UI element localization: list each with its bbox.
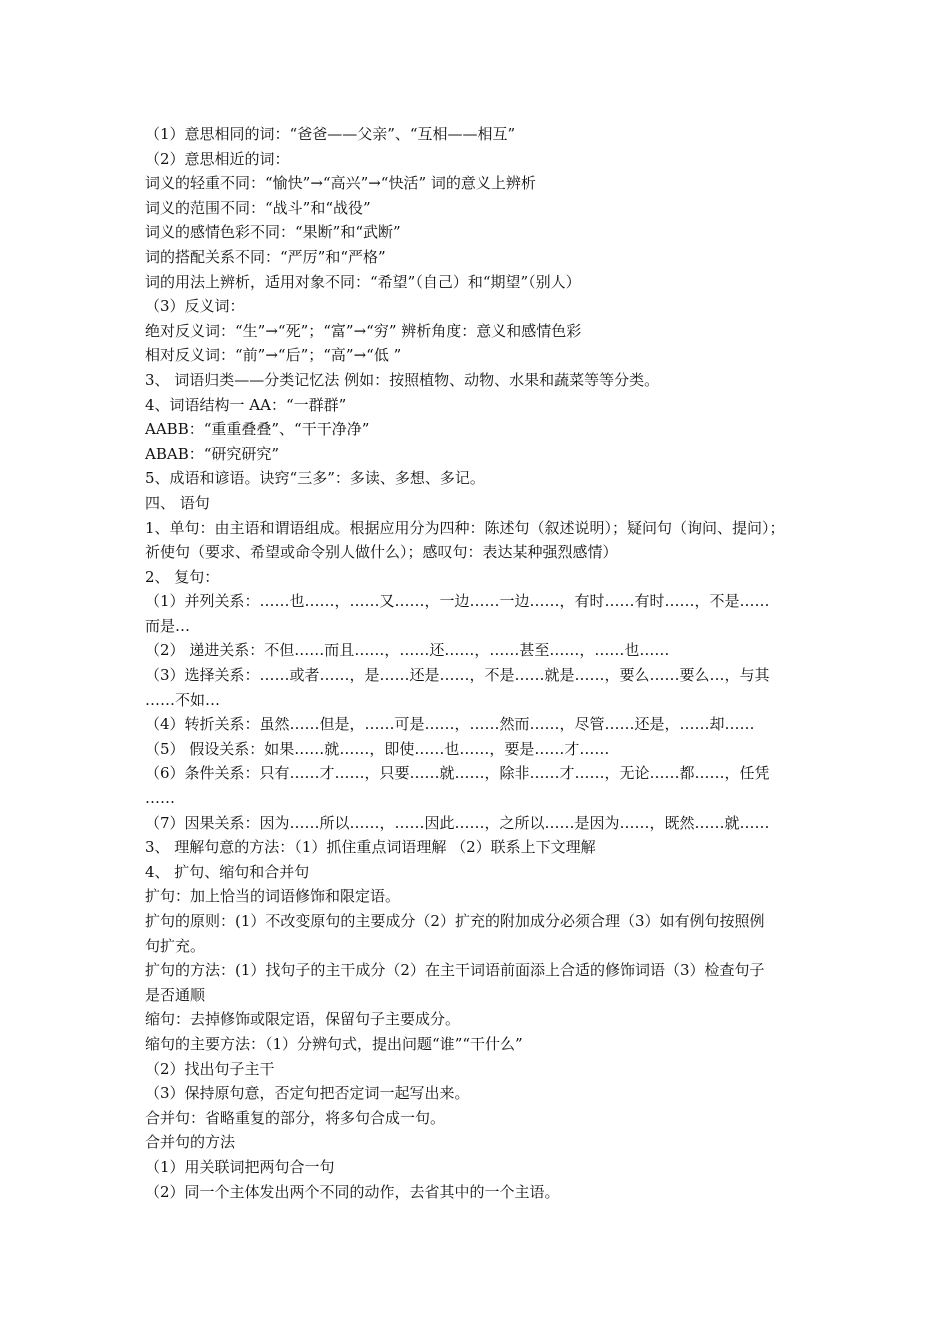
text-line: 相对反义词：“前”→“后”；“高”→“低 ”	[145, 346, 402, 365]
text-line: （2）同一个主体发出两个不同的动作，去省其中的一个主语。	[145, 1182, 560, 1201]
text-line: 缩句的主要方法：（1）分辨句式，提出问题“谁”“干什么”	[145, 1034, 523, 1053]
text-line: （2） 递进关系：不但……而且……，……还……，……甚至……，……也……	[145, 641, 670, 660]
text-line: ABAB：“研究研究”	[145, 444, 280, 463]
text-line: 缩句：去掉修饰或限定语，保留句子主要成分。	[145, 1010, 461, 1029]
text-line: 3、 理解句意的方法：（1）抓住重点词语理解 （2）联系上下文理解	[145, 838, 596, 857]
text-line: （3）反义词：	[145, 297, 245, 316]
text-line: 绝对反义词：“生”→“死”；“富”→“穷” 辨析角度：意义和感情色彩	[145, 321, 582, 340]
text-line: ……	[145, 789, 175, 808]
text-line: 3、 词语归类——分类记忆法 例如：按照植物、动物、水果和蔬菜等等分类。	[145, 370, 660, 389]
text-line: 扩句的原则：(1）不改变原句的主要成分（2）扩充的附加成分必须合理（3）如有例句按照例	[145, 912, 765, 930]
text-line: 词义的感情色彩不同：“果断”和“武断”	[145, 223, 401, 242]
text-line: （2）找出句子主干	[145, 1059, 275, 1078]
text-line: 5、成语和谚语。诀窍“三多”：多读、多想、多记。	[145, 469, 485, 488]
text-line: （6）条件关系：只有……才……，只要……就……，除非……才……，无论……都……，任凭	[145, 764, 770, 783]
section-heading: 四、 语句	[145, 493, 210, 512]
text-line: 祈使句（要求、希望或命令别人做什么）；感叹句：表达某种强烈感情）	[145, 543, 618, 562]
text-line: 2、 复句：	[145, 567, 220, 586]
text-line: 词义的轻重不同：“愉快”→“高兴”→“快活” 词的意义上辨析	[145, 174, 536, 193]
text-line: （5） 假设关系：如果……就……，即使……也……，要是……才……	[145, 739, 610, 758]
document-body	[145, 122, 810, 1204]
text-line: （3）选择关系：……或者……，是……还是……，不是……就是……，要么……要么…，与其	[145, 666, 770, 685]
text-line: （7）因果关系：因为……所以……，……因此……，之所以……是因为……，既然……就……	[145, 813, 770, 832]
text-line: （1）用关联词把两句合一句	[145, 1157, 335, 1176]
text-line: 是否通顺	[145, 985, 206, 1004]
text-line: ……不如…	[145, 690, 221, 709]
text-line: AABB：“重重叠叠”、“干干净净”	[145, 420, 370, 439]
text-line: 4、 扩句、缩句和合并句	[145, 862, 310, 881]
text-line: 合并句：省略重复的部分，将多句合成一句。	[145, 1108, 446, 1127]
text-line: 合并句的方法	[145, 1133, 236, 1152]
text-line: 词的搭配关系不同：“严厉”和“严格”	[145, 247, 386, 266]
text-line: （3）保持原句意，否定句把否定词一起写出来。	[145, 1084, 470, 1103]
text-line: （1）并列关系：……也……，……又……，一边……一边……，有时……有时……，不是……	[145, 592, 770, 611]
text-line: 扩句的方法：(1）找句子的主干成分（2）在主干词语前面添上合适的修饰词语（3）检查句子	[145, 961, 765, 980]
text-line: 4、词语结构一 AA：“一群群”	[145, 395, 347, 414]
text-line: 而是…	[145, 616, 191, 635]
text-line: 句扩充。	[145, 936, 206, 955]
text-line: 词的用法上辨析，适用对象不同：“希望”（自己）和“期望”（别人）	[145, 272, 581, 291]
text-line: 词义的范围不同：“战斗”和“战役”	[145, 198, 371, 217]
text-line: 扩句：加上恰当的词语修饰和限定语。	[145, 887, 401, 906]
text-line: 1、单句：由主语和谓语组成。根据应用分为四种：陈述句（叙述说明）；疑问句（询问、提问）；	[145, 518, 785, 537]
text-line: （2）意思相近的词：	[145, 149, 290, 168]
text-line: （1）意思相同的词：“爸爸——父亲”、“互相——相互”	[145, 125, 516, 143]
text-line: （4）转折关系：虽然……但是，……可是……，……然而……，尽管……还是，……却……	[145, 715, 755, 734]
